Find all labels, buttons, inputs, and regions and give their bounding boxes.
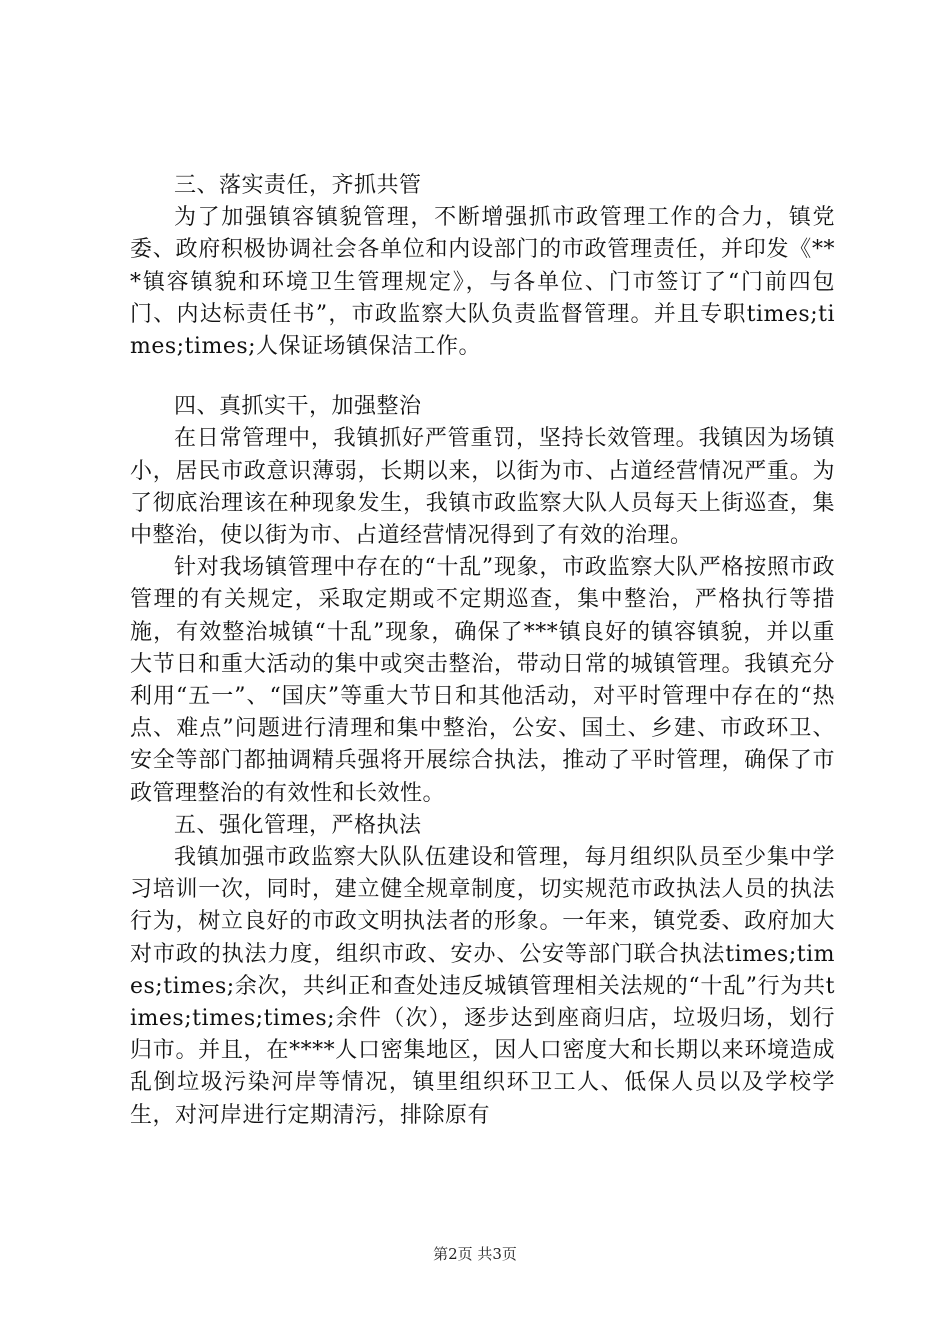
section-heading-5: 五、强化管理，严格执法 — [174, 812, 422, 838]
paragraph: 我镇加强市政监察大队队伍建设和管理，每月组织队员至少集中学习培训一次，同时，建立健全规章制度，切实规范市政执法人员的执法行为，树立良好的市政文明执法者的形象。一年来，镇党委、政府加大对市政的执法力度，组织市政、安办、公安等部门联合执法times;times;times;余次，共纠正和查处违反城镇管理相关法规的“十乱”行为共times;times;times;余件（次），逐步达到座商归店，垃圾归场，划行归市。并且，在****人口密集地区，因人口密度大和长期以来环境造成乱倒垃圾污染河岸等情况，镇里组织环卫工人、低保人员以及学校学生，对河岸进行定期清污，排除原有 — [130, 845, 835, 1128]
document-body — [130, 170, 835, 1132]
page-footer: 第2页 共3页 — [433, 1245, 517, 1263]
section-heading-4: 四、真抓实干，加强整治 — [174, 394, 422, 420]
paragraph: 在日常管理中，我镇抓好严管重罚，坚持长效管理。我镇因为场镇小，居民市政意识薄弱，长期以来，以街为市、占道经营情况严重。为了彻底治理该在种现象发生，我镇市政监察大队人员每天上街巡查，集中整治，使以街为市、占道经营情况得到了有效的治理。 — [130, 426, 835, 549]
paragraph: 为了加强镇容镇貌管理，不断增强抓市政管理工作的合力，镇党委、政府积极协调社会各单位和内设部门的市政管理责任，并印发《***镇容镇貌和环境卫生管理规定》，与各单位、门市签订了“门前四包门、内达标责任书”，市政监察大队负责监督管理。并且专职times;times;times;人保证场镇保洁工作。 — [130, 205, 835, 360]
paragraph: 针对我场镇管理中存在的“十乱”现象，市政监察大队严格按照市政管理的有关规定，采取定期或不定期巡查，集中整治，严格执行等措施，有效整治城镇“十乱”现象，确保了***镇良好的镇容镇貌，并以重大节日和重大活动的集中或突击整治，带动日常的城镇管理。我镇充分利用“五一”、“国庆”等重大节日和其他活动，对平时管理中存在的“热点、难点”问题进行清理和集中整治，公安、国土、乡建、市政环卫、安全等部门都抽调精兵强将开展综合执法，推动了平时管理，确保了市政管理整治的有效性和长效性。 — [130, 555, 835, 806]
paragraph-gap — [130, 363, 835, 391]
section-heading-3: 三、落实责任，齐抓共管 — [174, 173, 422, 198]
